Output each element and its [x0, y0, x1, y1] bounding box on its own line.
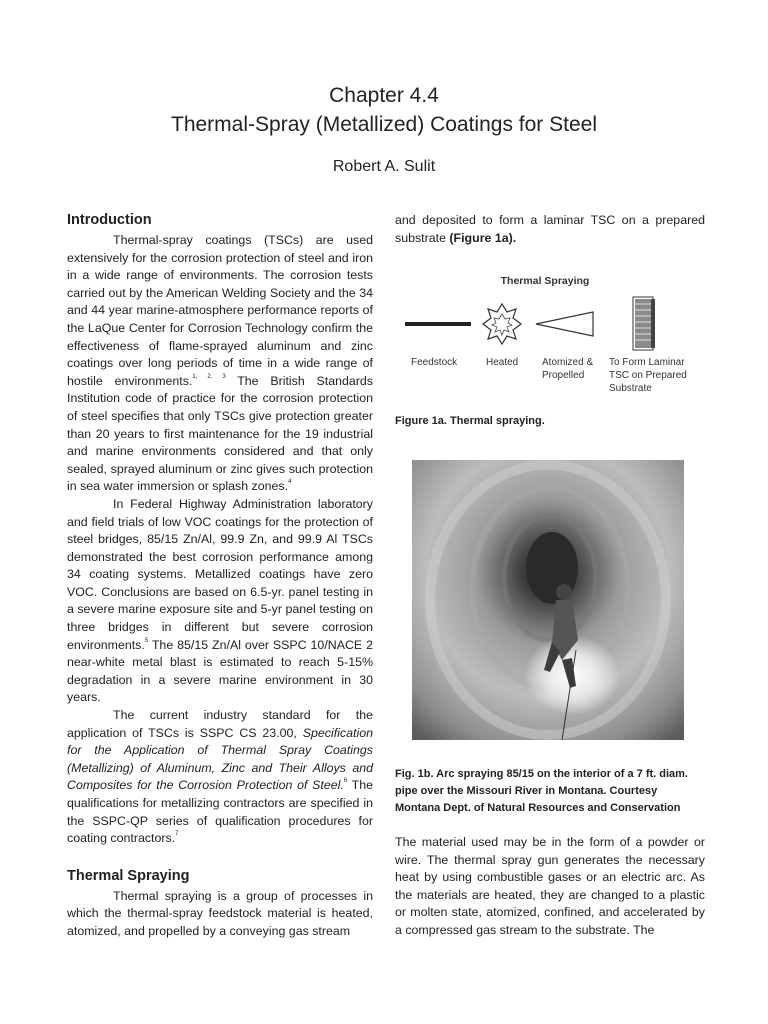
thermal-spraying-paragraph: Thermal spraying is a group of processes in which the thermal-spray feedstock material is heated, atomized, and propelled by a conveying gas stream	[67, 888, 373, 938]
intro-p1-ref-1: 1, 2, 3	[192, 373, 226, 380]
intro-p1-text-b: The British Standards Institution code of practice for the corrosion protection of steel specifies that only TSCs give protection greater than 20 years to first maintenance for the 19 industrial and marine environments considered and that only sealed, sprayed aluminum or zinc gives such protection in sea water immersion or splash zones.	[67, 373, 373, 494]
chapter-number: Chapter 4.4	[329, 84, 439, 107]
right-p1-text: and deposited to form a laminar TSC on a prepared substrate	[395, 213, 705, 245]
thermal-spraying-heading: Thermal Spraying	[67, 867, 190, 884]
intro-paragraph-2	[67, 496, 373, 707]
diagram-title: Thermal Spraying	[500, 275, 590, 287]
laminar-coating-icon	[633, 297, 655, 350]
figure-1a-diagram	[397, 268, 707, 398]
right-column-top	[395, 212, 705, 247]
figure-1b-photo	[412, 460, 684, 740]
intro-p3-italic-title: Specification for the Application of Thermal Spray Coatings (Metallizing) of Aluminum, Zinc and Their Alloys and Composites for the Corrosion Protection of Steel.	[67, 725, 373, 793]
feedstock-rod	[405, 322, 471, 326]
left-column	[67, 210, 373, 941]
right-column-bottom	[395, 834, 705, 940]
heated-burst-icon	[483, 304, 521, 344]
intro-p3-ref-2: 7	[175, 831, 179, 838]
figure-1a-caption: Figure 1a. Thermal spraying.	[395, 415, 545, 427]
author-name: Robert A. Sulit	[332, 158, 436, 175]
introduction-heading: Introduction	[67, 212, 152, 228]
title-block	[0, 82, 768, 140]
intro-p2-text-a: In Federal Highway Administration laboratory and field trials of low VOC coatings for the protection of steel bridges, 85/15 Zn/Al, 99.9 Zn, and 99.9 Al TSCs demonstrated the best corrosion performance among 34 coating systems. Metallized coatings have zero VOC. Conclusions are based on 6.5-yr. panel testing in a severe marine exposure site and 5-yr panel testing on three bridges in different but severe corrosion environments.	[67, 496, 373, 652]
chapter-title: Thermal-Spray (Metallized) Coatings for Steel	[171, 113, 597, 136]
label-heated: Heated	[486, 357, 519, 368]
right-paragraph-2: The material used may be in the form of a powder or wire. The thermal spray gun generates the necessary heat by using combustible gases or an electric arc. As the materials are heated, they are changed to a plastic or molten state, atomized, confined, and accelerated by a compressed gas stream to the substrate. The	[395, 835, 705, 937]
right-paragraph-1	[395, 212, 705, 247]
intro-p3-text-b: The qualifications for metallizing contractors are specified in the SSPC-QP series of qualification procedures for coating contractors.	[67, 778, 373, 846]
intro-p2-ref: 5	[144, 637, 149, 644]
spray-cone-icon	[536, 312, 593, 336]
label-feedstock: Feedstock	[411, 357, 458, 368]
label-laminar-2: TSC on Prepared	[609, 370, 687, 381]
figure-1a-reference: (Figure 1a).	[449, 230, 517, 245]
label-laminar-1: To Form Laminar	[609, 357, 685, 368]
label-atomized: Atomized &	[542, 357, 594, 368]
intro-p3-ref-1: 6	[343, 778, 348, 785]
intro-p1-text-a: Thermal-spray coatings (TSCs) are used extensively for the corrosion protection of steel and iron in a wide range of environments. The corrosion tests carried out by the American Welding Society and the 34 and 44 year marine-atmosphere performance reports of the LaQue Center for Corrosion Technology confirm the effectiveness of flame-sprayed aluminum and zinc coatings over long periods of time in a wide range of hostile environments.	[67, 233, 373, 388]
intro-p3-text-a: The current industry standard for the application of TSCs is SSPC CS 23.00,	[67, 708, 373, 740]
intro-p1-ref-2: 4	[288, 479, 292, 486]
intro-paragraph-1	[67, 232, 373, 496]
figure-1b-caption: Fig. 1b. Arc spraying 85/15 on the interior of a 7 ft. diam. pipe over the Missouri River in Montana. Courtesy Montana Dept. of Natural Resources and Conservation	[395, 768, 688, 814]
intro-p2-text-b: The 85/15 Zn/Al over SSPC 10/NACE 2 near-white metal blast is estimated to reach 5-15% degradation in a severe marine environment in 30 years.	[67, 637, 373, 705]
label-propelled: Propelled	[542, 370, 585, 381]
label-laminar-3: Substrate	[609, 383, 652, 394]
intro-paragraph-3	[67, 707, 373, 848]
